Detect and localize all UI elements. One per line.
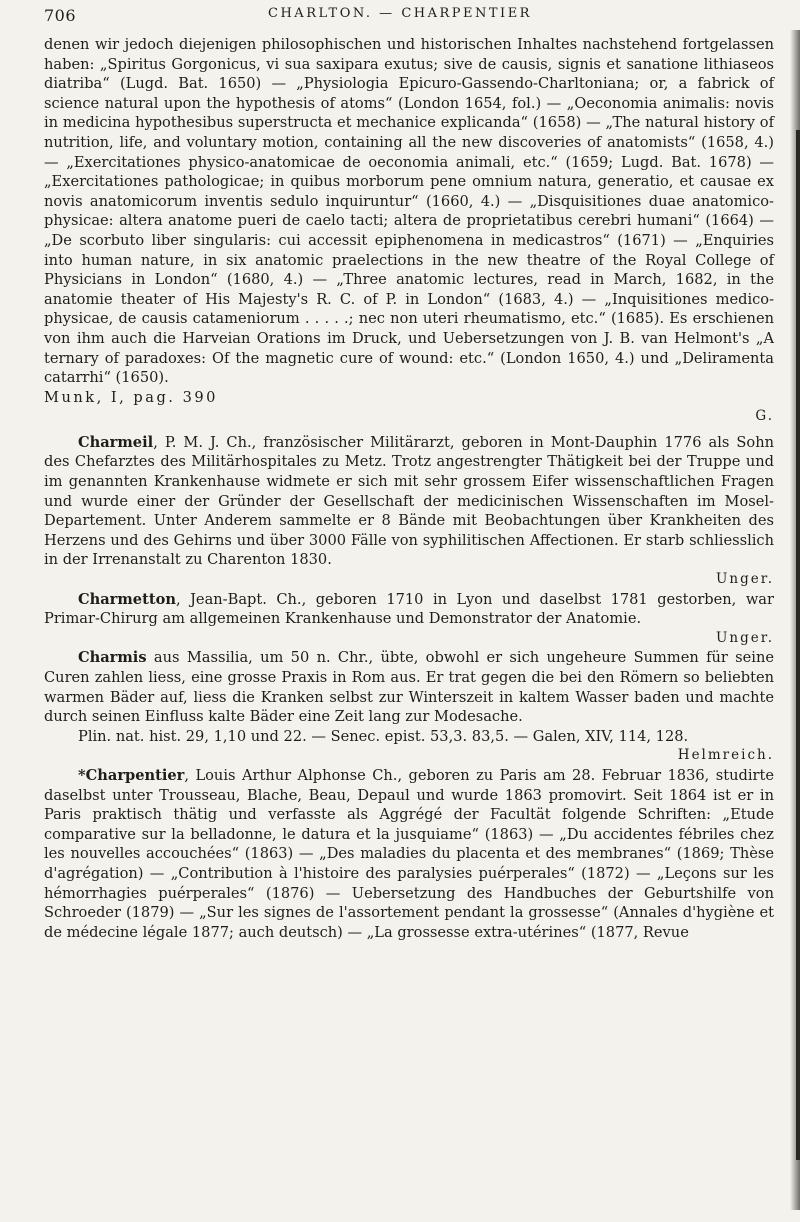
entry-charmis xyxy=(44,648,774,726)
entry-charlton-continuation xyxy=(44,35,774,388)
source-citation: Plin. nat. hist. 29, 1,10 und 22. — Senec. epist. 53,3. 83,5. — Galen, XIV, 114, 128. xyxy=(78,727,689,745)
running-title: CHARLTON. — CHARPENTIER xyxy=(268,6,532,21)
entry-headword: Charmeil xyxy=(78,433,154,451)
entry-text: , P. M. J. Ch., französischer Militärarzt, geboren in Mont-Dauphin 1776 als Sohn des Chefarztes des Militärhospitales zu Metz. Trotz angestrengter Thätigkeit bei der Truppe und im genannten Krankenhause widmete er sich mit sehr grossem Eifer wissenschaftlichen Fragen und wurde einer der Gründer der Gesellschaft der medicinischen Wissenschaften im Mosel-Departement. Unter Anderem sammelte er 8 Bände mit Beobachtungen über Krankheiten des Herzens und des Gehirns und über 3000 Fälle von syphilitischen Affectionen. Er starb schliesslich in der Irrenanstalt zu Charenton 1830. xyxy=(44,433,774,569)
entry-headword: Charmetton xyxy=(78,590,176,608)
page-body xyxy=(44,35,774,942)
entry-text: aus Massilia, um 50 n. Chr., übte, obwohl er sich ungeheure Summen für seine Curen zahlen liess, eine grosse Praxis in Rom aus. Er trat gegen die bei den Römern so beliebten warmen Bäder auf, liess die Kranken selbst zur Winterszeit in kaltem Wasser baden und machte durch seinen Einfluss kalte Bäder eine Zeit lang zur Modesache. xyxy=(44,649,774,726)
page-number: 706 xyxy=(44,6,77,25)
author-signature: Unger. xyxy=(716,571,774,588)
entry-text: , Jean-Bapt. Ch., geboren 1710 in Lyon und daselbst 1781 gestorben, war Primar-Chirurg am allgemeinen Krankenhause und Demonstrator der Anatomie. xyxy=(44,590,774,628)
entry-charmetton xyxy=(44,590,774,629)
entry-charpentier xyxy=(44,766,774,942)
author-signature: Helmreich. xyxy=(677,747,774,764)
entry-text: denen wir jedoch diejenigen philosophischen und historischen Inhaltes nachstehend fortgelassen haben: „Spiritus Gorgonicus, vi sua saxipara exutus; sive de causis, signis et sanatione lithiaseos diatriba“ (Lugd. Bat. 1650) — „Physiologia Epicuro-Gassendo-Charltoniana; or, a fabrick of science natural upon the hypothesis of atoms“ (London 1654, fol.) — „Oeconomia animalis: novis in medicina hypothesibus superstructa et mechanice explicanda“ (1658) — „The natural history of nutrition, life, and voluntary motion, containing all the new discoveries of anatomists“ (1658, 4.) — „Exercitationes physico-anatomicae de oeconomia animali, etc.“ (1659; Lugd. Bat. 1678) — „Exercitationes pathologicae; in quibus morborum pene omnium natura, generatio, et causae ex novis anatomicorum inventis sedulo inquiruntur“ (1660, 4.) — „Disquisitiones duae anatomico-physicae: altera anatome pueri de caelo tacti; altera de proprietatibus cerebri humani“ (1664) — „De scorbuto liber singularis: cui accessit epiphenomena in medicastros“ (1671) — „Enquiries into human nature, in six anatomic praelections in the new theatre of the Royal College of Physicians in London“ (1680, 4.) — „Three anatomic lectures, read in March, 1682, in the anatomie theater of His Majesty's R. C. of P. in London“ (1683, 4.) — „Inquisitiones medico-physicae, de causis catameniorum . . . . .; nec non uteri rheumatismo, etc.“ (1685). Es erschienen von ihm auch die Harveian Orations im Druck, und Uebersetzungen von J. B. van Helmont's „A ternary of paradoxes: Of the magnetic cure of wound: etc.“ (London 1650, 4.) und „Deliramenta catarrhi“ (1650). xyxy=(44,36,774,387)
page-edge-binding xyxy=(796,130,800,1160)
entry-source xyxy=(44,388,774,408)
author-signature: Unger. xyxy=(716,629,774,646)
entry-headword: Charmis xyxy=(78,649,147,667)
entry-text: , Louis Arthur Alphonse Ch., geboren zu Paris am 28. Februar 1836, studirte daselbst unter Trousseau, Blache, Beau, Depaul und wurde 1863 promovirt. Seit 1864 ist er in Paris praktisch thätig und verfasste als Aggrégé der Facultät folgende Schriften: „Etude comparative sur la belladonne, le datura et la jusquiame“ (1863) — „Du accidentes fébriles chez les nouvelles accouchées“ (1863) — „Des maladies du placenta et des membranes“ (1869; Thèse d'agrégation) — „Contribution à l'histoire des paralysies puérperales“ (1872) — „Leçons sur les hémorrhagies puérperales“ (1876) — Uebersetzung des Handbuches der Geburtshilfe von Schroeder (1879) — „Sur les signes de l'assortement pendant la grossesse“ (Annales d'hygiène et de médecine légale 1877; auch deutsch) — „La grossesse extra-utérines“ (1877, Revue xyxy=(44,766,774,941)
source-citation: Munk, I, pag. 390 xyxy=(44,388,218,406)
entry-headword: *Charpentier xyxy=(78,766,185,784)
author-signature: G. xyxy=(755,408,774,425)
entry-source xyxy=(44,727,774,747)
entry-charmeil xyxy=(44,433,774,570)
